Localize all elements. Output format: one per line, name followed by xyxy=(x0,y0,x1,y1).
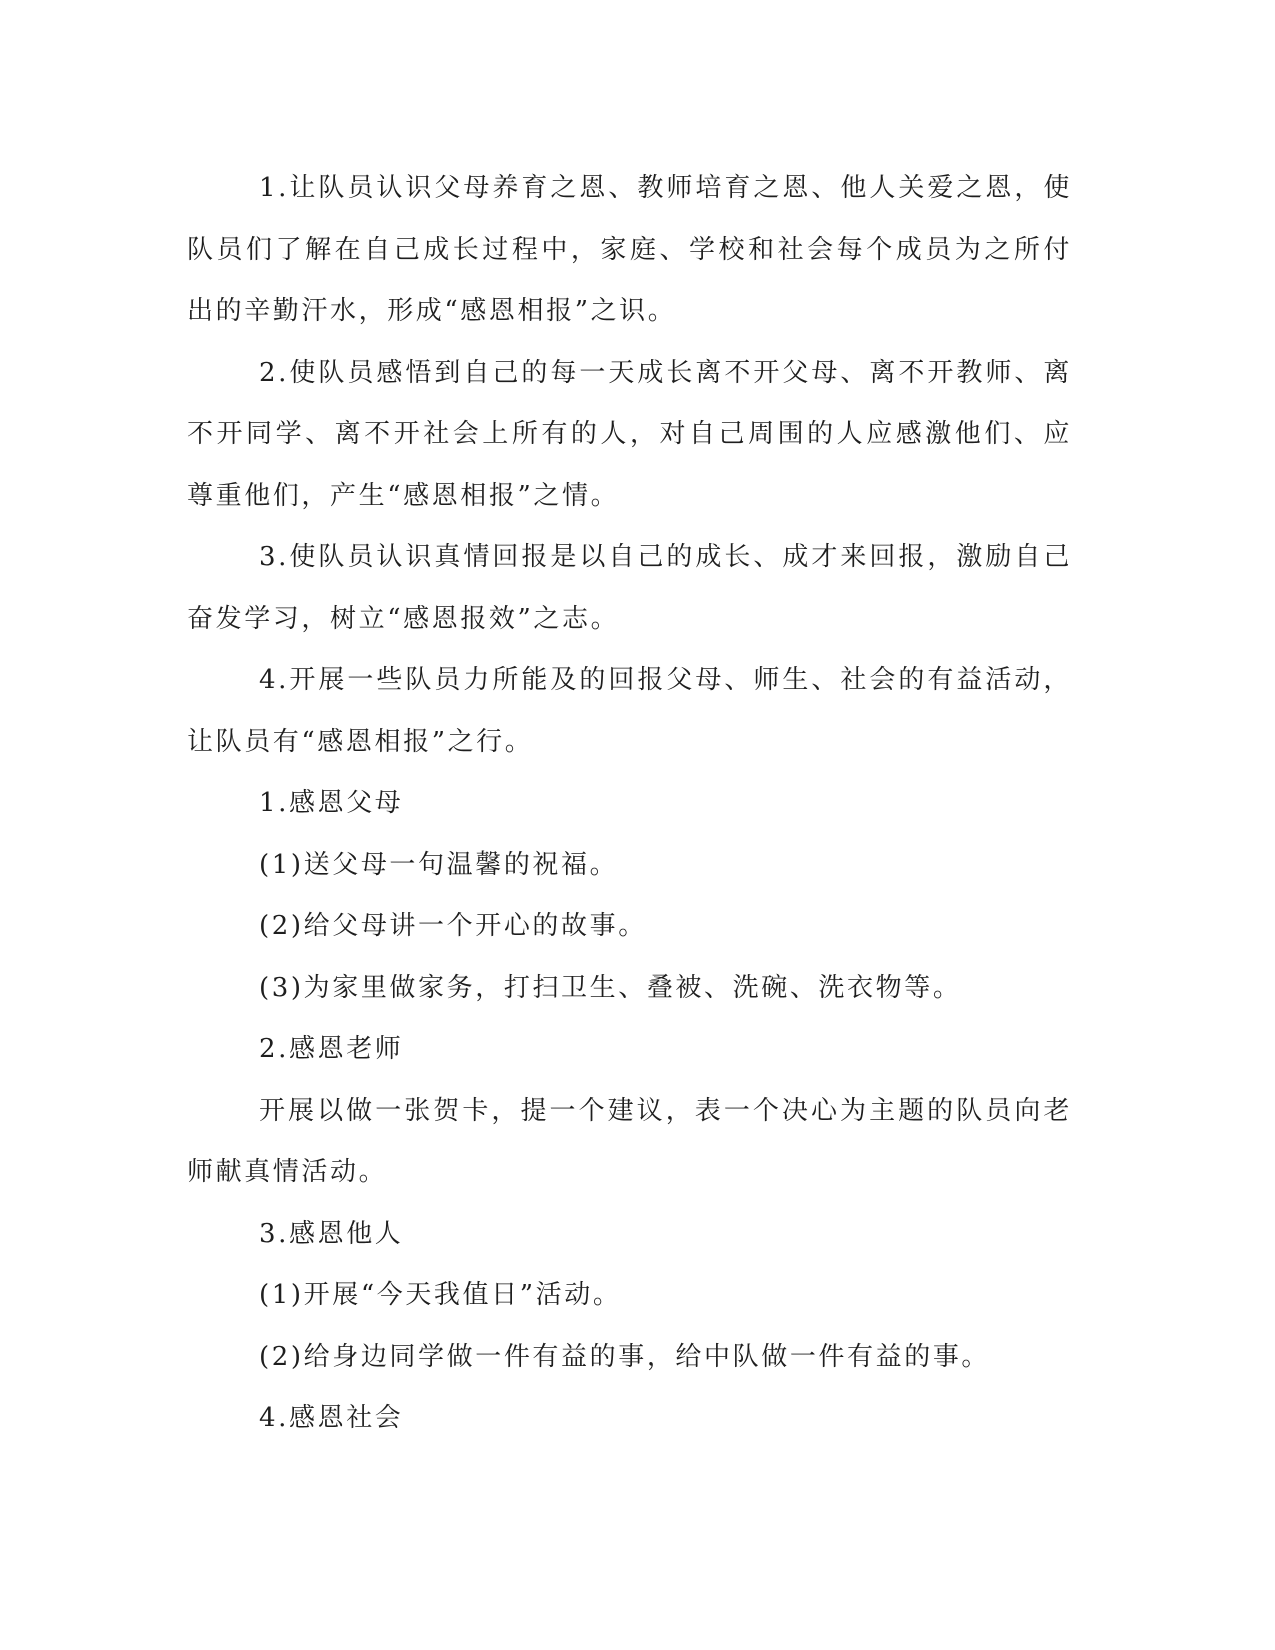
list-item: (1)送父母一句温馨的祝福。 xyxy=(259,849,619,880)
list-item: (2)给父母讲一个开心的故事。 xyxy=(259,911,647,941)
paragraph: 1.让队员认识父母养育之恩、教师培育之恩、他人关爱之恩，使队员们了解在自己成长过程中，家庭、学校和社会每个成员为之所付出的辛勤汗水，形成“感恩相报”之识。 xyxy=(187,173,1072,326)
list-item: (3)为家里做家务，打扫卫生、叠被、洗碗、洗衣物等。 xyxy=(259,972,962,1003)
list-item: (2)给身边同学做一件有益的事，给中队做一件有益的事。 xyxy=(259,1341,991,1372)
section-heading: 1.感恩父母 xyxy=(259,788,404,818)
paragraph: 3.使队员认识真情回报是以自己的成长、成才来回报，激励自己奋发学习，树立“感恩报效”之志。 xyxy=(187,542,1072,634)
section-heading: 2.感恩老师 xyxy=(259,1034,404,1064)
paragraph: 4.开展一些队员力所能及的回报父母、师生、社会的有益活动，让队员有“感恩相报”之行。 xyxy=(187,665,1072,757)
paragraph: 2.使队员感悟到自己的每一天成长离不开父母、离不开教师、离不开同学、离不开社会上所有的人，对自己周围的人应感激他们、应尊重他们，产生“感恩相报”之情。 xyxy=(187,357,1072,511)
document-body xyxy=(187,158,1072,1450)
paragraph: 开展以做一张贺卡，提一个建议，表一个决心为主题的队员向老师献真情活动。 xyxy=(187,1095,1072,1187)
list-item: (1)开展“今天我值日”活动。 xyxy=(259,1280,622,1310)
section-heading: 3.感恩他人 xyxy=(259,1218,404,1249)
section-heading: 4.感恩社会 xyxy=(259,1403,404,1433)
